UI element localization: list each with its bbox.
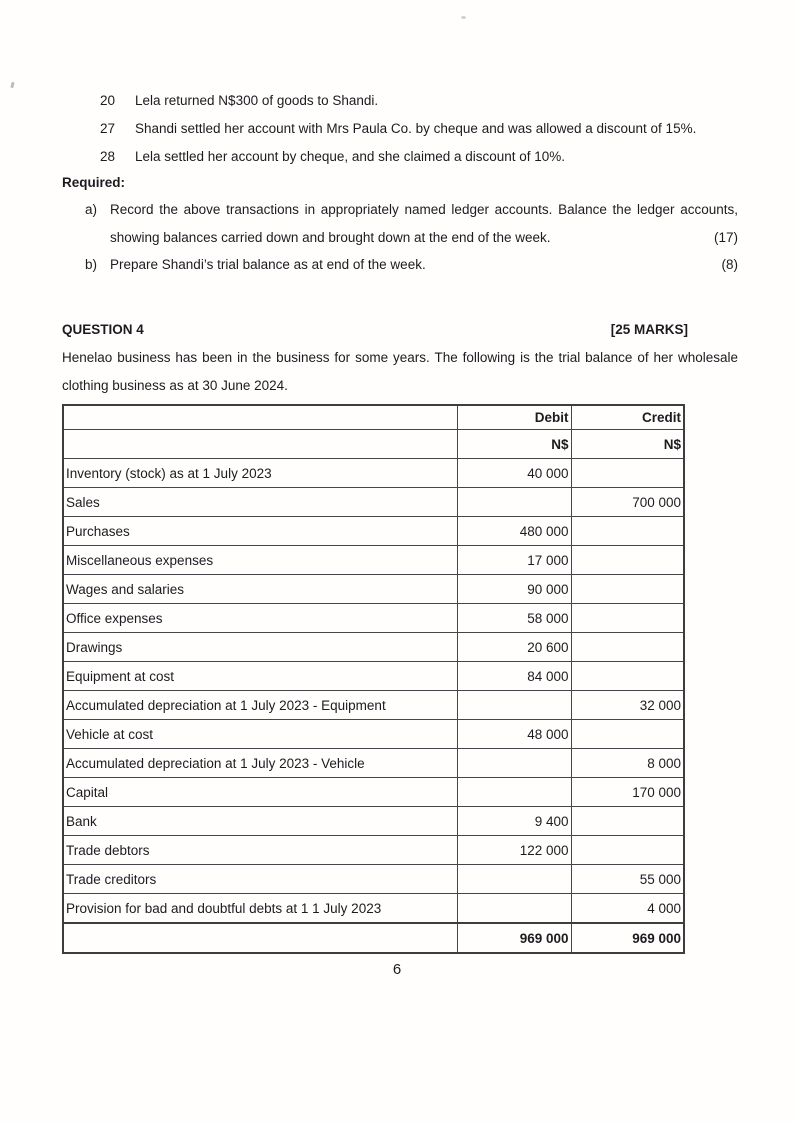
debit-cell: 40 000 [457,459,571,488]
table-row [63,633,684,662]
account-cell: Provision for bad and doubtful debts at 1 1 July 2023 [63,894,457,924]
credit-cell: 8 000 [571,749,684,778]
table-row [63,691,684,720]
credit-cell [571,662,684,691]
debit-cell [457,749,571,778]
scan-artifact-dot [461,16,466,19]
question4-header [62,322,738,337]
debit-cell [457,894,571,924]
table-row [63,517,684,546]
required-heading: Required: [62,175,126,190]
transaction-day: 20 [100,93,116,108]
account-cell: Inventory (stock) as at 1 July 2023 [63,459,457,488]
question4-intro-line1: Henelao business has been in the business for some years. The following is the trial balance of her wholesale [62,350,738,365]
debit-cell [457,865,571,894]
table-row [63,720,684,749]
transaction-day: 27 [100,121,116,136]
required-item-a [85,202,738,245]
transaction-day: 28 [100,149,116,164]
transaction-item [100,149,738,164]
debit-cell: 9 400 [457,807,571,836]
question4-intro-line2: clothing business as at 30 June 2024. [62,378,288,393]
header-debit: Debit [457,405,571,430]
credit-cell: 700 000 [571,488,684,517]
debit-cell [457,778,571,807]
account-cell: Miscellaneous expenses [63,546,457,575]
required-item-a-marks: (17) [713,230,738,245]
debit-cell: 84 000 [457,662,571,691]
credit-cell [571,836,684,865]
account-cell: Trade debtors [63,836,457,865]
required-item-b-marks: (8) [721,257,738,272]
table-row [63,894,684,924]
question4-title: QUESTION 4 [62,322,144,337]
account-cell: Drawings [63,633,457,662]
table-row [63,662,684,691]
header-credit: Credit [571,405,684,430]
credit-cell: 32 000 [571,691,684,720]
account-cell: Vehicle at cost [63,720,457,749]
account-cell: Equipment at cost [63,662,457,691]
required-item-letter: b) [85,257,98,272]
debit-cell: 122 000 [457,836,571,865]
account-cell: Accumulated depreciation at 1 July 2023 - Equipment [63,691,457,720]
table-row [63,575,684,604]
table-row [63,778,684,807]
credit-cell [571,517,684,546]
transactions-list [100,93,738,177]
table-row [63,604,684,633]
required-item-body [110,202,738,245]
page-number: 6 [392,961,402,978]
total-debit: 969 000 [457,923,571,953]
credit-cell: 55 000 [571,865,684,894]
account-cell: Office expenses [63,604,457,633]
required-item-b [85,257,738,272]
transaction-text: Lela settled her account by cheque, and she claimed a discount of 10%. [135,149,566,164]
required-item-b-text: Prepare Shandi’s trial balance as at end of the week. [110,257,426,272]
account-cell: Bank [63,807,457,836]
debit-cell: 17 000 [457,546,571,575]
total-row [63,923,684,953]
debit-cell: 48 000 [457,720,571,749]
transaction-item [100,93,738,108]
table-row [63,749,684,778]
account-cell: Sales [63,488,457,517]
question4-marks: [25 MARKS] [610,322,688,337]
table-row [63,807,684,836]
credit-cell [571,546,684,575]
credit-cell: 4 000 [571,894,684,924]
credit-cell [571,807,684,836]
trial-balance-table [62,404,685,954]
required-item-a-line2-text: showing balances carried down and brought down at the end of the week. [110,230,551,245]
currency-credit: N$ [571,430,684,459]
currency-debit: N$ [457,430,571,459]
question4-intro [62,350,738,393]
credit-cell [571,604,684,633]
table-header-row [63,405,684,430]
trial-balance-section [62,404,685,954]
required-item-body [110,257,738,272]
required-item-letter: a) [85,202,98,217]
debit-cell: 480 000 [457,517,571,546]
debit-cell: 20 600 [457,633,571,662]
debit-cell [457,488,571,517]
required-item-b-line [110,257,738,272]
credit-cell [571,459,684,488]
required-item-a-line1: Record the above transactions in appropriately named ledger accounts. Balance the ledger accounts, [110,202,738,217]
required-item-a-line2 [110,230,738,245]
debit-cell: 90 000 [457,575,571,604]
scan-artifact-mark [10,82,14,89]
table-row [63,865,684,894]
table-row [63,546,684,575]
total-credit: 969 000 [571,923,684,953]
total-empty-cell [63,923,457,953]
credit-cell: 170 000 [571,778,684,807]
header-empty-cell [63,405,457,430]
debit-cell: 58 000 [457,604,571,633]
account-cell: Accumulated depreciation at 1 July 2023 - Vehicle [63,749,457,778]
table-row [63,488,684,517]
account-cell: Wages and salaries [63,575,457,604]
credit-cell [571,633,684,662]
transaction-text: Lela returned N$300 of goods to Shandi. [135,93,379,108]
account-cell: Trade creditors [63,865,457,894]
account-cell: Capital [63,778,457,807]
credit-cell [571,575,684,604]
table-row [63,459,684,488]
transaction-text: Shandi settled her account with Mrs Paula Co. by cheque and was allowed a discount of 15%. [135,121,697,136]
currency-empty-cell [63,430,457,459]
debit-cell [457,691,571,720]
transaction-item [100,121,738,136]
credit-cell [571,720,684,749]
table-row [63,836,684,865]
account-cell: Purchases [63,517,457,546]
currency-row [63,430,684,459]
